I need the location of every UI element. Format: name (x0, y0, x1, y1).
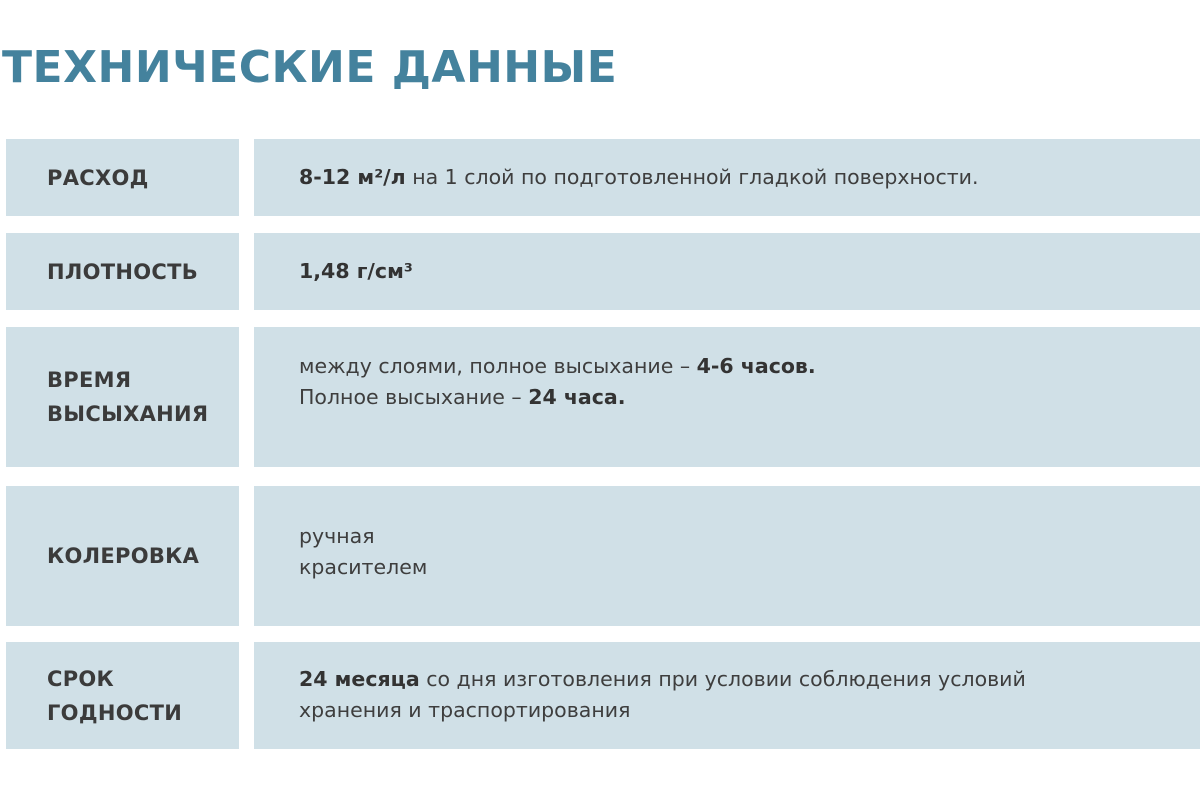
spec-value-text: между слоями, полное высыхание – (299, 354, 697, 378)
spec-label-text: ВРЕМЯ (47, 368, 132, 392)
spec-value-shelf-life (254, 642, 1200, 749)
spec-value-text: Полное высыхание – (299, 385, 529, 409)
spec-row-shelf-life (0, 642, 1200, 749)
spec-value-text: со дня изготовления при условии соблюдения условий (419, 667, 1026, 691)
spec-label-density (6, 233, 239, 310)
spec-value-bold: 1,48 г/см³ (299, 259, 413, 283)
spec-value-bold: 8-12 м²/л (299, 165, 406, 189)
spec-label-text: КОЛЕРОВКА (47, 544, 200, 568)
spec-value-bold: 24 месяца (299, 667, 420, 691)
spec-value-line (299, 664, 1160, 695)
spec-label-drying (6, 327, 239, 467)
spec-row-density (0, 233, 1200, 310)
spec-label-text: СРОК (47, 666, 115, 691)
spec-label-tinting (6, 486, 239, 626)
spec-value-line (299, 351, 1160, 382)
page-title: ТЕХНИЧЕСКИЕ ДАННЫЕ (2, 42, 618, 93)
spec-value-text: ручная (299, 524, 375, 548)
spec-value-drying (254, 327, 1200, 467)
spec-row-consumption (0, 139, 1200, 216)
spec-value-line (299, 162, 1160, 193)
spec-value-text: хранения и траспортирования (299, 698, 631, 722)
spec-value-density (254, 233, 1200, 310)
spec-value-text: красителем (299, 555, 428, 579)
spec-value-bold: 24 часа. (528, 385, 626, 409)
spec-value-text: на 1 слой по подготовленной гладкой поверхности. (405, 165, 979, 189)
spec-value-consumption (254, 139, 1200, 216)
spec-label-shelf-life (6, 642, 239, 749)
spec-value-tinting (254, 486, 1200, 626)
spec-value-bold: 4-6 часов. (696, 354, 816, 378)
spec-row-drying (0, 327, 1200, 467)
spec-label-text: ВЫСЫХАНИЯ (47, 402, 209, 426)
spec-label-text: РАСХОД (47, 165, 149, 190)
spec-label-text: ГОДНОСТИ (47, 700, 183, 725)
spec-row-tinting (0, 486, 1200, 626)
spec-label-text: ПЛОТНОСТЬ (47, 259, 199, 284)
spec-value-line (299, 382, 1160, 413)
spec-label-consumption (6, 139, 239, 216)
